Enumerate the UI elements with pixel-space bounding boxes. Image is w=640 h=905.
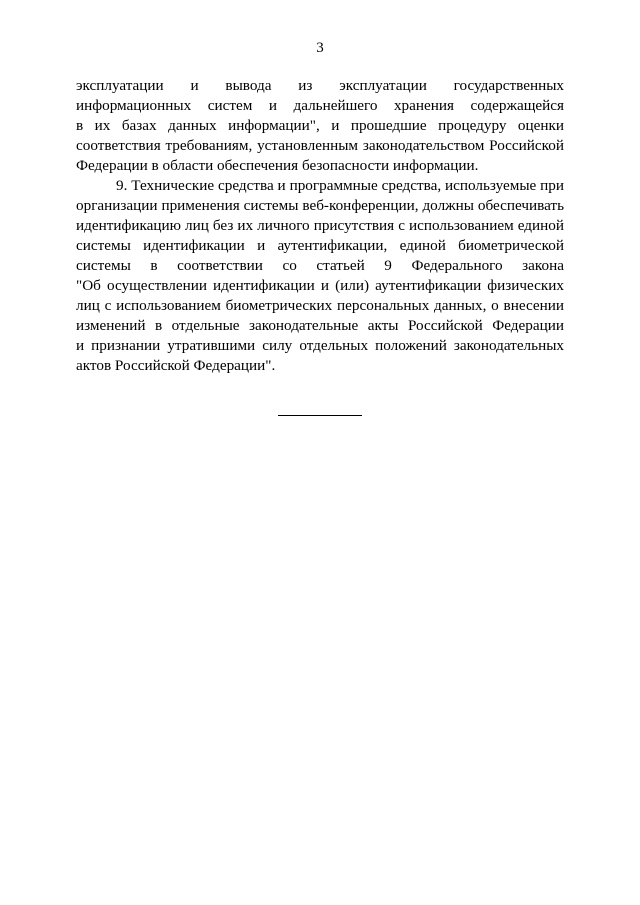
document-body: [76, 76, 564, 376]
text-line: и признании утратившими силу отдельных положений законодательных: [76, 337, 564, 354]
text-line: "Об осуществлении идентификации и (или) аутентификации физических: [76, 277, 564, 294]
text-line: актов Российской Федерации".: [76, 357, 276, 374]
text-line: в их базах данных информации", и прошедшие процедуру оценки: [76, 117, 564, 134]
text-line: изменений в отдельные законодательные акты Российской Федерации: [76, 317, 564, 334]
page-number: 3: [316, 40, 324, 56]
text-line: идентификацию лиц без их личного присутствия с использованием единой: [76, 217, 564, 234]
text-line: системы в соответствии со статьей 9 Федерального закона: [76, 257, 564, 274]
text-line: эксплуатации и вывода из эксплуатации государственных: [76, 77, 564, 94]
paragraph-item-9: [76, 176, 564, 376]
end-divider: [278, 415, 362, 416]
paragraph-continuation: [76, 76, 564, 176]
text-line: организации применения системы веб-конференции, должны обеспечивать: [76, 197, 564, 214]
text-line: 9. Технические средства и программные средства, используемые при: [116, 177, 564, 194]
text-line: лиц с использованием биометрических персональных данных, о внесении: [76, 297, 564, 314]
text-line: информационных систем и дальнейшего хранения содержащейся: [76, 97, 564, 114]
text-line: системы идентификации и аутентификации, единой биометрической: [76, 237, 564, 254]
text-line: соответствия требованиям, установленным законодательством Российской: [76, 137, 564, 154]
text-line: Федерации в области обеспечения безопасности информации.: [76, 157, 479, 174]
